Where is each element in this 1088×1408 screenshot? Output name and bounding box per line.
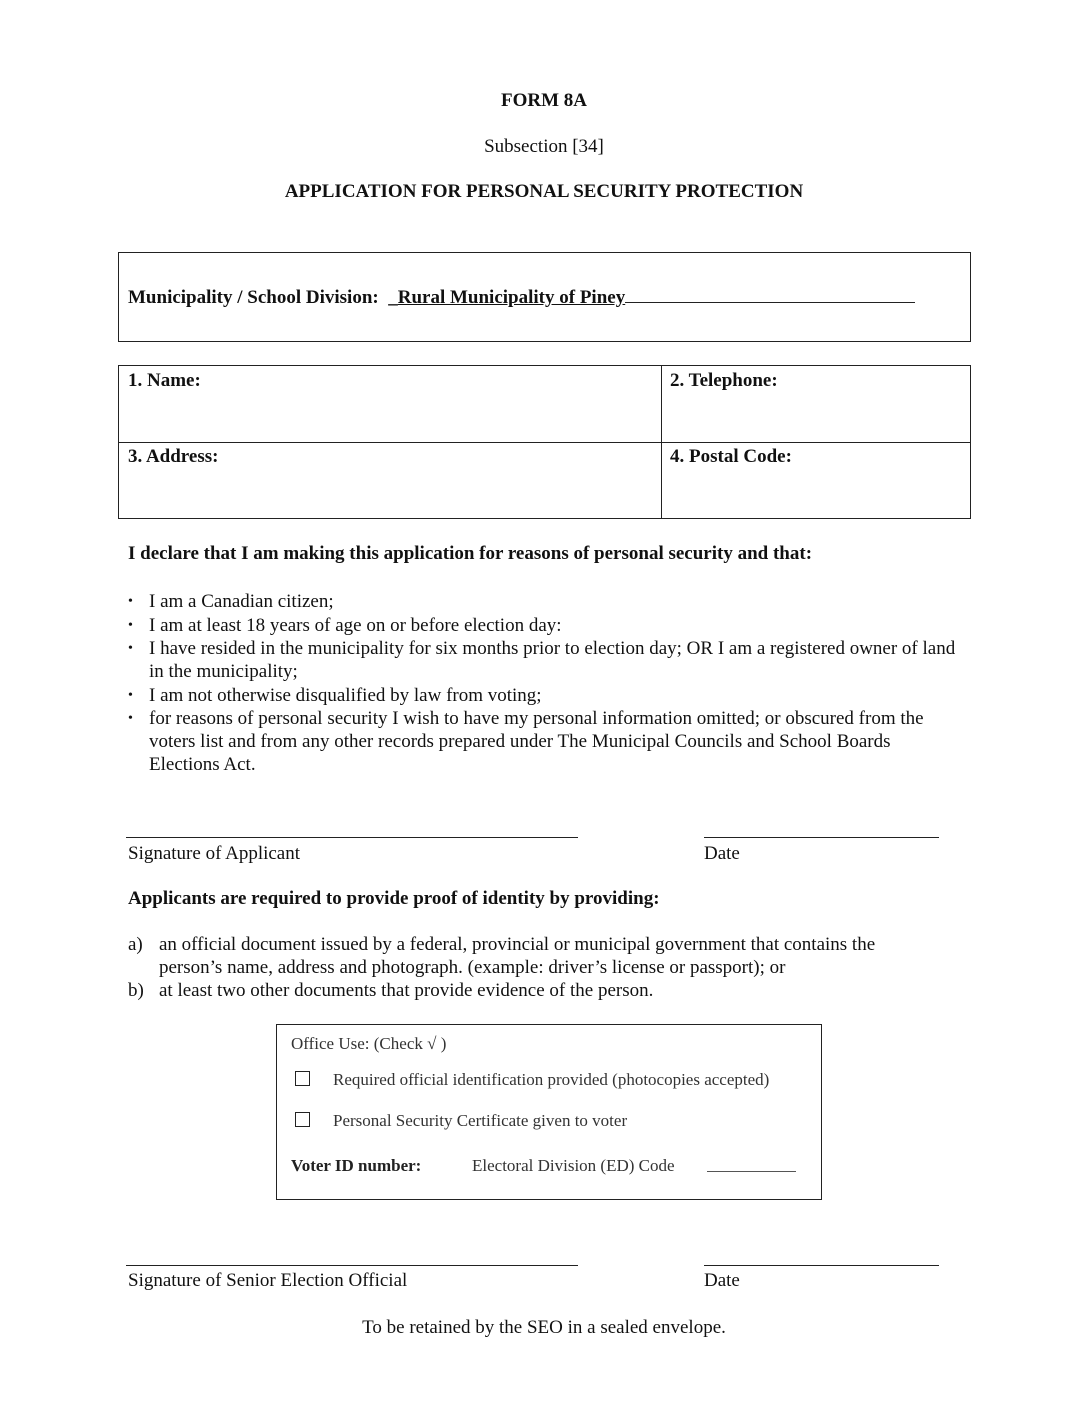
- identity-item-marker: b): [128, 980, 144, 1001]
- form-title: APPLICATION FOR PERSONAL SECURITY PROTECTION: [284, 181, 804, 202]
- municipality-label: Municipality / School Division:: [128, 287, 379, 308]
- declaration-item-text: for reasons of personal security I wish to have my personal information omitted; or obscured from the voters list and from any other records prepared under The Municipal Councils and School Boards Elections Act.: [149, 708, 924, 775]
- declaration-item: [128, 590, 958, 613]
- declaration-item: [128, 684, 958, 707]
- identity-item: [128, 933, 939, 979]
- applicant-signature-label: Signature of Applicant: [128, 843, 301, 864]
- form-number: FORM 8A: [500, 90, 587, 111]
- declaration-item: [128, 614, 958, 637]
- bullet-icon: •: [128, 594, 133, 609]
- name-label: 1. Name:: [128, 370, 201, 391]
- official-signature-label: Signature of Senior Election Official: [128, 1270, 408, 1291]
- address-label: 3. Address:: [128, 446, 219, 467]
- declaration-heading: I declare that I am making this application for reasons of personal security and that:: [128, 543, 813, 564]
- office-use-heading: Office Use: (Check √ ): [291, 1034, 447, 1053]
- voter-id-label: Voter ID number:: [291, 1156, 422, 1175]
- municipality-field[interactable]: Rural Municipality of Piney: [397, 287, 626, 308]
- official-date-line[interactable]: [704, 1265, 939, 1266]
- name-field[interactable]: [119, 366, 661, 442]
- certificate-given-checkbox[interactable]: [295, 1112, 310, 1127]
- office-use-box: [276, 1024, 822, 1200]
- official-signature-line[interactable]: [126, 1265, 578, 1266]
- applicant-date-line[interactable]: [704, 837, 939, 838]
- telephone-label: 2. Telephone:: [670, 370, 778, 391]
- declaration-item-text: I am not otherwise disqualified by law from voting;: [149, 685, 542, 706]
- identity-item-marker: a): [128, 934, 143, 955]
- id-provided-checkbox[interactable]: [295, 1071, 310, 1086]
- identity-item: [128, 979, 939, 1002]
- postal-code-field[interactable]: [661, 442, 970, 518]
- address-field[interactable]: [119, 442, 661, 518]
- declaration-item: [128, 707, 958, 776]
- ed-code-label: Electoral Division (ED) Code: [472, 1156, 675, 1175]
- certificate-given-label: Personal Security Certificate given to voter: [333, 1111, 628, 1130]
- identity-item-text: an official document issued by a federal, provincial or municipal government that contains the person’s name, address and photograph. (example: driver’s license or passport); or: [159, 934, 876, 978]
- declaration-item-text: I am at least 18 years of age on or before election day:: [149, 615, 562, 636]
- id-provided-label: Required official identification provided (photocopies accepted): [333, 1070, 770, 1089]
- ed-code-field[interactable]: [707, 1157, 796, 1177]
- declaration-item: [128, 637, 958, 683]
- municipality-line: Municipality / School Division: _Rural Municipality of Piney: [128, 287, 915, 309]
- identity-item-text: at least two other documents that provide evidence of the person.: [159, 980, 654, 1001]
- applicant-date-label: Date: [704, 843, 740, 864]
- official-date-label: Date: [704, 1270, 740, 1291]
- declaration-item-text: I am a Canadian citizen;: [149, 591, 334, 612]
- footer-note: To be retained by the SEO in a sealed envelope.: [362, 1317, 726, 1338]
- telephone-field[interactable]: [661, 366, 970, 442]
- municipality-underline: [625, 287, 915, 303]
- applicant-signature-line[interactable]: [126, 837, 578, 838]
- bullet-icon: •: [128, 641, 133, 656]
- bullet-icon: •: [128, 688, 133, 703]
- applicant-info-table: [118, 365, 971, 519]
- bullet-icon: •: [128, 618, 133, 633]
- postal-code-label: 4. Postal Code:: [670, 446, 792, 467]
- bullet-icon: •: [128, 711, 133, 726]
- subsection: Subsection [34]: [484, 136, 604, 157]
- declaration-item-text: I have resided in the municipality for six months prior to election day; OR I am a registered owner of land in the municipality;: [149, 638, 956, 682]
- identity-heading: Applicants are required to provide proof of identity by providing:: [128, 888, 660, 909]
